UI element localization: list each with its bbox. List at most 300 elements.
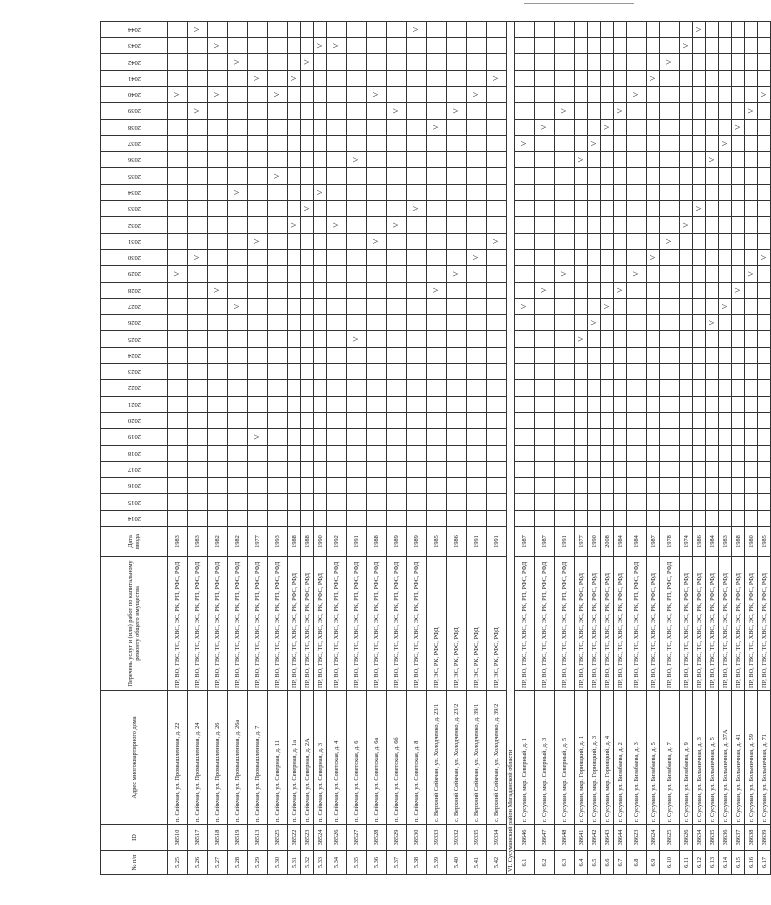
year-cell: [555, 21, 575, 37]
year-cell: [758, 201, 771, 217]
year-cell: [588, 152, 601, 168]
row-address: г. Сусуман, ул. Бизабаева, д. 3: [627, 691, 647, 825]
year-cell: [268, 429, 288, 445]
row-works: ПР, ВО, ГВС, ТС, ХВС, ЭС, РК, РП, РФС, РФД: [268, 557, 288, 691]
year-cell: [732, 152, 745, 168]
year-cell: [314, 86, 327, 102]
year-cell: [228, 380, 248, 396]
year-cell: [387, 478, 407, 494]
year-cell: [732, 266, 745, 282]
year-cell: [347, 315, 367, 331]
year-cell: [660, 217, 680, 233]
year-cell: [614, 396, 627, 412]
year-cell: [693, 38, 706, 54]
year-cell: [660, 445, 680, 461]
row-works: ПР, ВО, ГВС, ТС, ХВС, ЭС, РК, РП, РФС, РФД: [208, 557, 228, 691]
year-cell: [314, 380, 327, 396]
header-year-label: 2030: [127, 254, 141, 262]
year-cell: [515, 412, 535, 428]
year-cell: [535, 282, 555, 298]
year-cell: [367, 347, 387, 363]
year-cell: [367, 510, 387, 526]
year-cell: [407, 184, 427, 200]
row-num: 6.11: [680, 851, 693, 875]
year-cell: [248, 103, 268, 119]
table-row: [168, 21, 188, 874]
year-cell: [228, 233, 248, 249]
year-cell: [758, 478, 771, 494]
row-id: 38623: [627, 825, 647, 851]
year-cell: [680, 315, 693, 331]
header-year-label: 2025: [127, 335, 141, 343]
year-cell: [706, 135, 719, 151]
year-cell: [515, 494, 535, 510]
row-id: 38643: [601, 825, 614, 851]
year-cell: [758, 249, 771, 265]
year-cell: [719, 86, 732, 102]
year-cell: [745, 184, 758, 200]
year-cell: [467, 233, 487, 249]
year-cell: [467, 331, 487, 347]
row-num: 6.9: [647, 851, 660, 875]
table-row: [487, 21, 507, 874]
year-cell: [601, 152, 614, 168]
year-cell: [647, 298, 660, 314]
year-cell: [407, 478, 427, 494]
year-cell: [188, 494, 208, 510]
year-cell: [447, 494, 467, 510]
year-cell: [575, 38, 588, 54]
year-cell: [745, 461, 758, 477]
year-cell: [693, 70, 706, 86]
header-year-label: 2023: [127, 368, 141, 376]
year-cell: [407, 282, 427, 298]
row-works: ПР, ВО, ГВС, ТС, ХВС, ЭС, РК, РФС, РФД: [647, 557, 660, 691]
row-num: 6.12: [693, 851, 706, 875]
year-cell: [168, 233, 188, 249]
year-cell: [188, 364, 208, 380]
year-cell: [487, 347, 507, 363]
year-cell: [228, 315, 248, 331]
year-cell: [732, 135, 745, 151]
check-mark: ˅: [559, 271, 570, 277]
check-mark: ˅: [745, 108, 757, 114]
year-cell: [427, 331, 447, 347]
year-cell: [601, 445, 614, 461]
year-cell: [447, 70, 467, 86]
year-cell: [719, 266, 732, 282]
year-cell: [555, 184, 575, 200]
year-cell: [627, 429, 647, 445]
row-num: 6.2: [535, 851, 555, 875]
year-cell: [427, 103, 447, 119]
year-cell: [693, 266, 706, 282]
year-cell: [367, 429, 387, 445]
table-row: [680, 21, 693, 874]
year-cell: [208, 70, 228, 86]
year-cell: [248, 70, 268, 86]
year-cell: [647, 168, 660, 184]
year-cell: [575, 412, 588, 428]
year-cell: [387, 510, 407, 526]
year-cell: [745, 38, 758, 54]
year-cell: [719, 54, 732, 70]
check-mark: ˅: [212, 91, 223, 98]
year-cell: [601, 380, 614, 396]
year-cell: [680, 152, 693, 168]
year-cell: [758, 364, 771, 380]
year-cell: [535, 510, 555, 526]
header-year: [101, 282, 168, 298]
year-cell: [693, 494, 706, 510]
year-cell: [680, 445, 693, 461]
year-cell: [745, 54, 758, 70]
header-year: [101, 54, 168, 70]
year-cell: [347, 331, 367, 347]
year-cell: [588, 461, 601, 477]
header-address: Адрес многоквартирного дома: [101, 691, 168, 825]
row-date: 1987: [515, 527, 535, 557]
year-cell: [601, 494, 614, 510]
row-works: ПР, ВО, ГВС, ТС, ХВС, ЭС, РК, РФС, РФД: [588, 557, 601, 691]
row-address: с. Верхний Сейкчан, ул. Холодченко, д. 23/2: [447, 691, 467, 825]
year-cell: [387, 461, 407, 477]
year-cell: [301, 315, 314, 331]
year-cell: [288, 429, 301, 445]
year-cell: [367, 331, 387, 347]
year-cell: [555, 119, 575, 135]
year-cell: [614, 429, 627, 445]
year-cell: [693, 347, 706, 363]
year-cell: [347, 249, 367, 265]
year-cell: [515, 86, 535, 102]
year-cell: [228, 184, 248, 200]
check-mark: ˅: [647, 75, 659, 82]
year-cell: [614, 282, 627, 298]
year-cell: [188, 201, 208, 217]
year-cell: [301, 38, 314, 54]
year-cell: [427, 461, 447, 477]
year-cell: [680, 217, 693, 233]
year-cell: [188, 21, 208, 37]
year-cell: [248, 266, 268, 282]
year-cell: [447, 461, 467, 477]
row-works: ПР, ЭС, РК, РФС, РФД: [487, 557, 507, 691]
year-cell: [745, 201, 758, 217]
year-cell: [387, 249, 407, 265]
year-cell: [627, 412, 647, 428]
year-cell: [407, 364, 427, 380]
row-works: ПР, ВО, ГВС, ТС, ХВС, ЭС, РК, РП, РФС, РФД: [535, 557, 555, 691]
year-cell: [248, 135, 268, 151]
check-mark: ˅: [288, 222, 300, 228]
row-address: г. Сусуман, мкр. Северный, д. 3: [535, 691, 555, 825]
year-cell: [168, 184, 188, 200]
year-cell: [268, 249, 288, 265]
check-mark: ˅: [172, 271, 183, 277]
year-cell: [535, 152, 555, 168]
table-row: [693, 21, 706, 874]
row-date: 1977: [575, 527, 588, 557]
year-cell: [347, 298, 367, 314]
check-mark: ˅: [588, 319, 600, 326]
year-cell: [535, 347, 555, 363]
year-cell: [427, 21, 447, 37]
year-cell: [387, 396, 407, 412]
year-cell: [228, 103, 248, 119]
year-cell: [447, 510, 467, 526]
year-cell: [660, 380, 680, 396]
year-cell: [288, 396, 301, 412]
year-cell: [168, 445, 188, 461]
check-mark: ˅: [351, 336, 362, 342]
row-num: 5.29: [248, 851, 268, 875]
year-cell: [288, 38, 301, 54]
year-cell: [367, 152, 387, 168]
year-cell: [515, 119, 535, 135]
year-cell: [614, 347, 627, 363]
year-cell: [706, 478, 719, 494]
year-cell: [447, 168, 467, 184]
year-cell: [248, 184, 268, 200]
year-cell: [758, 103, 771, 119]
year-cell: [487, 380, 507, 396]
row-address: г. Сусуман, ул. Бизабаева, д. 9: [680, 691, 693, 825]
year-cell: [208, 38, 228, 54]
row-num: 6.14: [719, 851, 732, 875]
year-cell: [745, 233, 758, 249]
year-cell: [301, 478, 314, 494]
year-cell: [467, 364, 487, 380]
year-cell: [601, 364, 614, 380]
year-cell: [387, 86, 407, 102]
row-num: 6.8: [627, 851, 647, 875]
year-cell: [347, 54, 367, 70]
year-cell: [758, 217, 771, 233]
year-cell: [647, 86, 660, 102]
year-cell: [575, 201, 588, 217]
year-cell: [427, 168, 447, 184]
year-cell: [555, 461, 575, 477]
row-date: 1982: [208, 527, 228, 557]
year-cell: [314, 135, 327, 151]
year-cell: [719, 21, 732, 37]
year-cell: [647, 70, 660, 86]
check-mark: ˅: [693, 26, 705, 33]
year-cell: [601, 38, 614, 54]
year-cell: [706, 38, 719, 54]
year-cell: [168, 461, 188, 477]
year-cell: [732, 347, 745, 363]
table-row: [367, 21, 387, 874]
year-cell: [268, 380, 288, 396]
header-year: [101, 429, 168, 445]
row-num: 6.4: [575, 851, 588, 875]
year-cell: [327, 135, 347, 151]
year-cell: [693, 429, 706, 445]
year-cell: [407, 380, 427, 396]
year-cell: [535, 364, 555, 380]
year-cell: [588, 510, 601, 526]
table-row: [660, 21, 680, 874]
year-cell: [347, 380, 367, 396]
year-cell: [447, 21, 467, 37]
year-cell: [575, 331, 588, 347]
year-cell: [601, 233, 614, 249]
year-cell: [732, 119, 745, 135]
year-cell: [447, 152, 467, 168]
year-cell: [732, 233, 745, 249]
row-date: 1992: [327, 527, 347, 557]
year-cell: [601, 184, 614, 200]
year-cell: [314, 201, 327, 217]
check-mark: ˅: [601, 124, 613, 131]
row-address: г. Сусуман, ул. Бизабаева, д. 2: [614, 691, 627, 825]
year-cell: [188, 168, 208, 184]
year-cell: [680, 119, 693, 135]
year-cell: [555, 233, 575, 249]
check-mark: ˅: [301, 205, 313, 212]
year-cell: [208, 445, 228, 461]
year-cell: [627, 103, 647, 119]
year-cell: [575, 510, 588, 526]
year-cell: [647, 54, 660, 70]
year-cell: [647, 119, 660, 135]
year-cell: [387, 445, 407, 461]
year-cell: [288, 233, 301, 249]
year-cell: [347, 21, 367, 37]
check-mark: ˅: [272, 173, 283, 179]
year-cell: [407, 217, 427, 233]
year-cell: [268, 135, 288, 151]
year-cell: [719, 412, 732, 428]
table-row: [719, 21, 732, 874]
year-cell: [614, 445, 627, 461]
year-cell: [387, 315, 407, 331]
year-cell: [487, 249, 507, 265]
header-year-label: 2040: [127, 91, 141, 99]
check-mark: ˅: [431, 124, 442, 131]
year-cell: [327, 510, 347, 526]
year-cell: [168, 217, 188, 233]
check-mark: ˅: [192, 26, 203, 33]
table-row: [758, 21, 771, 874]
year-cell: [647, 510, 660, 526]
year-cell: [647, 461, 660, 477]
year-cell: [248, 217, 268, 233]
year-cell: [188, 282, 208, 298]
year-cell: [588, 266, 601, 282]
year-cell: [367, 445, 387, 461]
year-cell: [347, 184, 367, 200]
check-mark: ˅: [559, 108, 570, 114]
year-cell: [693, 119, 706, 135]
year-cell: [601, 331, 614, 347]
row-id: 38638: [745, 825, 758, 851]
year-cell: [575, 429, 588, 445]
year-cell: [680, 396, 693, 412]
row-id: 38637: [732, 825, 745, 851]
year-cell: [660, 412, 680, 428]
year-cell: [614, 298, 627, 314]
year-cell: [660, 396, 680, 412]
year-cell: [208, 396, 228, 412]
year-cell: [427, 201, 447, 217]
year-cell: [601, 217, 614, 233]
year-cell: [487, 298, 507, 314]
year-cell: [515, 54, 535, 70]
year-cell: [327, 54, 347, 70]
row-address: г. Сусуман, ул. Больничная, д. 3: [693, 691, 706, 825]
year-cell: [168, 38, 188, 54]
year-cell: [347, 396, 367, 412]
year-cell: [327, 315, 347, 331]
year-cell: [758, 21, 771, 37]
header-year: [101, 396, 168, 412]
year-cell: [447, 217, 467, 233]
year-cell: [327, 412, 347, 428]
year-cell: [575, 445, 588, 461]
row-address: г. Сусуман, мкр. Северный, д. 1: [515, 691, 535, 825]
year-cell: [575, 364, 588, 380]
year-cell: [228, 347, 248, 363]
year-cell: [719, 249, 732, 265]
year-cell: [447, 86, 467, 102]
year-cell: [387, 70, 407, 86]
year-cell: [719, 298, 732, 314]
year-cell: [347, 494, 367, 510]
table-row: [427, 21, 447, 874]
year-cell: [447, 478, 467, 494]
year-cell: [535, 445, 555, 461]
row-id: 38529: [387, 825, 407, 851]
year-cell: [467, 201, 487, 217]
year-cell: [168, 86, 188, 102]
year-cell: [407, 86, 427, 102]
year-cell: [515, 266, 535, 282]
row-address: с. Верхний Сейкчан, ул. Холодченко, д. 23/1: [427, 691, 447, 825]
year-cell: [228, 249, 248, 265]
year-cell: [732, 86, 745, 102]
year-cell: [535, 494, 555, 510]
row-address: г. Сусуман, мкр. Горняцкий, д. 4: [601, 691, 614, 825]
year-cell: [467, 445, 487, 461]
row-id: 38522: [288, 825, 301, 851]
year-cell: [758, 38, 771, 54]
year-cell: [627, 461, 647, 477]
table-row: [347, 21, 367, 874]
year-cell: [535, 119, 555, 135]
year-cell: [693, 380, 706, 396]
year-cell: [745, 298, 758, 314]
year-cell: [367, 364, 387, 380]
year-cell: [188, 331, 208, 347]
header-year-label: 2027: [127, 303, 141, 310]
row-address: п. Сейкчан, ул. Советская, д. 6: [347, 691, 367, 825]
row-id: 38635: [706, 825, 719, 851]
year-cell: [758, 135, 771, 151]
year-cell: [745, 249, 758, 265]
year-cell: [745, 86, 758, 102]
year-cell: [314, 364, 327, 380]
header-year-label: 2034: [127, 188, 141, 196]
year-cell: [347, 233, 367, 249]
year-cell: [288, 364, 301, 380]
header-num: № п/п: [101, 851, 168, 875]
year-cell: [614, 364, 627, 380]
year-cell: [467, 510, 487, 526]
year-cell: [288, 119, 301, 135]
